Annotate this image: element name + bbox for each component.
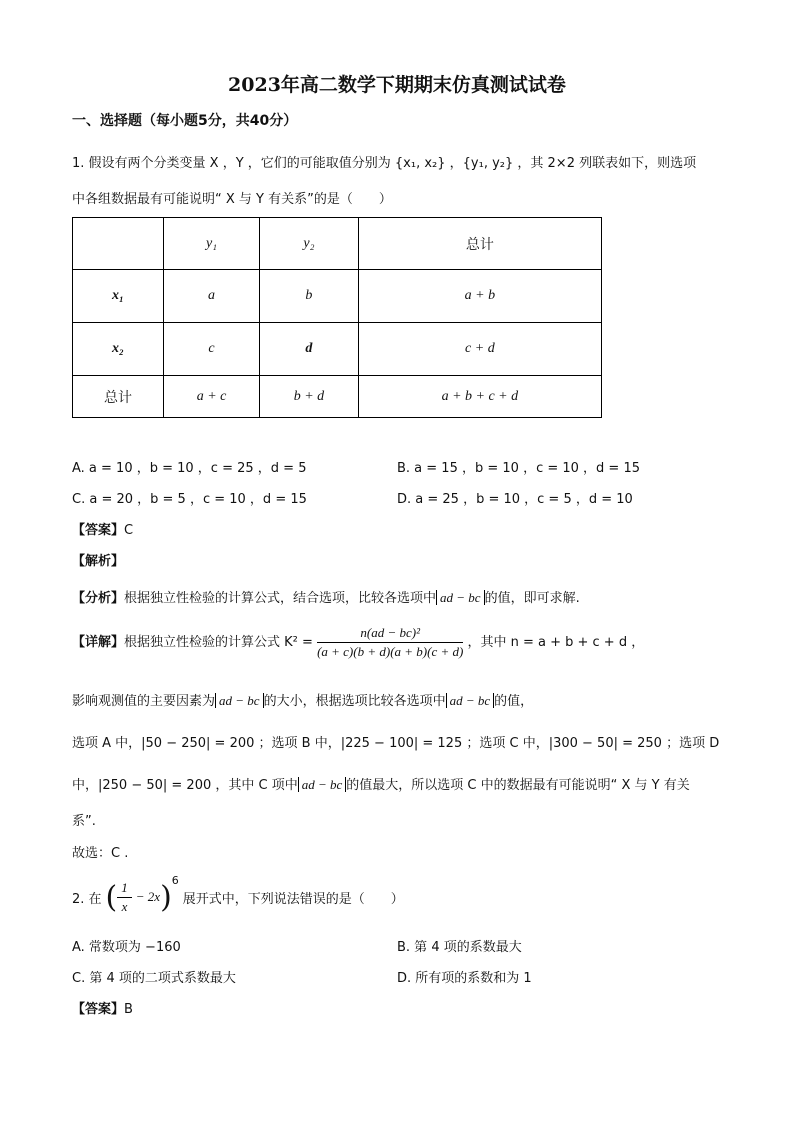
q2-option-a: A. 常数项为 −160	[72, 940, 181, 955]
table-row-label: x₁	[73, 270, 164, 323]
q2-pre: 2. 在	[72, 891, 102, 907]
table-row-label: 总计	[73, 376, 164, 418]
table-cell: a + b	[358, 270, 601, 323]
analysis-text-post: 的值，即可求解.	[484, 591, 580, 606]
answer-tag: 【答案】	[72, 1002, 125, 1017]
table-row-label: x₂	[73, 323, 164, 376]
fraction-numerator: n(ad − bc)²	[317, 625, 463, 643]
q1-d-line	[72, 774, 690, 793]
q1-option-c: C. a = 20 ，b = 5 ，c = 10 ，d = 15	[72, 492, 307, 507]
d-line-pre: 中，|250 − 50| = 200 ，其中 C 项中	[72, 778, 298, 793]
q2-exponent: 6	[171, 874, 179, 887]
q1-analysis	[72, 587, 580, 606]
d-line-post: 的值最大，所以选项 C 中的数据最有可能说明“ X 与 Y 有关	[346, 778, 690, 793]
analysis-text-pre: 根据独立性检验的计算公式，结合选项，比较各选项中	[124, 591, 437, 606]
influence-post: 的值，	[494, 694, 534, 709]
q2-answer	[72, 998, 133, 1017]
abs-expression: ad − bc	[446, 693, 495, 708]
q1-option-d: D. a = 25 ，b = 10 ，c = 5 ，d = 10	[397, 492, 633, 507]
contingency-table	[72, 217, 602, 418]
table-cell: a	[163, 270, 259, 323]
section-heading: 一、选择题（每小题5分，共40分）	[72, 113, 298, 129]
q2-numerator: 1	[117, 880, 132, 898]
detail-tag: 【详解】	[72, 635, 125, 650]
table-cell: c + d	[358, 323, 601, 376]
q1-option-a: A. a = 10 ，b = 10 ，c = 25 ，d = 5	[72, 461, 307, 476]
fraction-denominator: (a + c)(b + d)(a + b)(c + d)	[317, 644, 464, 659]
q2-expression: − 2x	[135, 889, 161, 904]
table-cell: a + b + c + d	[358, 376, 601, 418]
q2-post: 展开式中，下列说法错误的是（ ）	[182, 891, 404, 907]
answer-tag: 【答案】	[72, 523, 125, 538]
q1-choice: 故选：C .	[72, 846, 129, 861]
q2-fraction	[117, 880, 132, 915]
detail-text-pre: 根据独立性检验的计算公式 K² =	[124, 635, 313, 650]
table-header: 总计	[358, 218, 601, 270]
table-cell: c	[163, 323, 259, 376]
analysis-tag: 【分析】	[72, 591, 125, 606]
q2-option-c: C. 第 4 项的二项式系数最大	[72, 971, 236, 986]
q1-option-b: B. a = 15 ，b = 10 ，c = 10 ，d = 15	[397, 461, 640, 476]
table-header: y₁	[163, 218, 259, 270]
q2-option-d: D. 所有项的系数和为 1	[397, 971, 532, 986]
right-paren: )	[160, 879, 172, 915]
chi-square-fraction	[317, 625, 463, 660]
detail-text-post: ，其中 n = a + b + c + d ，	[467, 635, 645, 650]
q2-option-b: B. 第 4 项的系数最大	[397, 940, 522, 955]
answer-value: C	[124, 523, 134, 538]
q1-options-compare: 选项 A 中，|50 − 250| = 200 ；选项 B 中，|225 − 100| = 125 ；选项 C 中，|300 − 50| = 250 ；选项 D	[72, 736, 720, 751]
influence-pre: 影响观测值的主要因素为	[72, 694, 216, 709]
q1-line2: 中各组数据最有可能说明“ X 与 Y 有关系”的是（ ）	[72, 192, 392, 207]
answer-value: B	[124, 1002, 133, 1017]
abs-expression: ad − bc	[298, 777, 347, 792]
q2-denominator: x	[121, 898, 128, 914]
table-cell: b	[260, 270, 359, 323]
q1-answer	[72, 519, 133, 538]
jiexi-tag: 【解析】	[72, 554, 125, 569]
abs-expression: ad − bc	[436, 590, 485, 605]
influence-mid: 的大小，根据选项比较各选项中	[263, 694, 446, 709]
table-cell: a + c	[163, 376, 259, 418]
left-paren: (	[105, 879, 118, 915]
q1-line-end: 系”.	[72, 814, 96, 829]
table-header: y₂	[260, 218, 359, 270]
page-title: 2023年高二数学下期期末仿真测试试卷	[228, 74, 566, 96]
q1-line1: 1. 假设有两个分类变量 X ，Y ，它们的可能取值分别为 {x₁, x₂} ，{y₁, y₂} ，其 2×2 列联表如下，则选项	[72, 156, 697, 171]
abs-expression: ad − bc	[215, 693, 264, 708]
q2-stem	[72, 872, 404, 922]
q1-influence-line	[72, 690, 533, 709]
q1-detail	[72, 625, 644, 660]
table-cell: b + d	[260, 376, 359, 418]
table-cell	[73, 218, 164, 270]
table-cell: d	[260, 323, 359, 376]
